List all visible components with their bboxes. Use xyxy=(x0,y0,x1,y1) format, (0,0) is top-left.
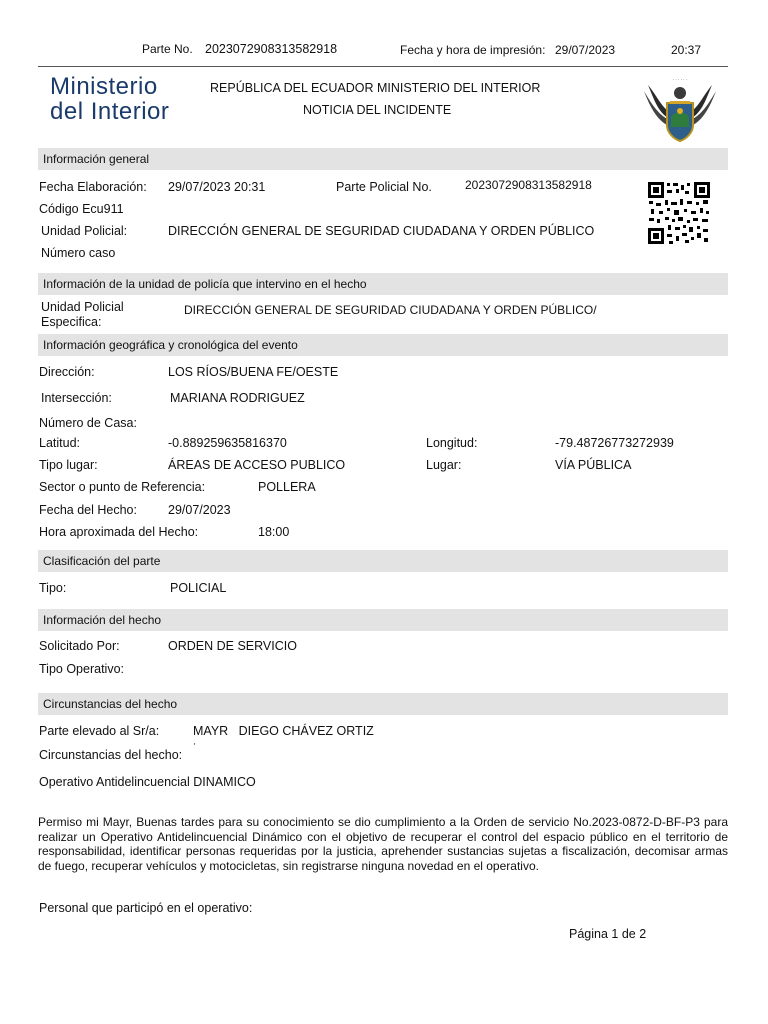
section-clasificacion xyxy=(38,550,728,572)
direccion-value: LOS RÍOS/BUENA FE/OESTE xyxy=(168,365,339,379)
circunstancias-mark: ˙ xyxy=(193,742,198,756)
section-circunstancias xyxy=(38,693,728,715)
tipo-lugar-value: ÁREAS DE ACCESO PUBLICO xyxy=(168,458,346,472)
sector-value: POLLERA xyxy=(258,480,316,494)
print-date: 29/07/2023 xyxy=(555,43,616,57)
print-time: 20:37 xyxy=(671,43,702,57)
numero-casa-label: Número de Casa: xyxy=(39,416,137,430)
lugar-label: Lugar: xyxy=(426,458,462,472)
longitud-label: Longitud: xyxy=(426,436,478,450)
section-unidad-policia xyxy=(38,273,728,295)
personal-label: Personal que participó en el operativo: xyxy=(39,901,253,915)
logo-line-2: del Interior xyxy=(50,98,170,125)
tipo-operativo-label: Tipo Operativo: xyxy=(39,662,124,676)
svg-text:· · · · · ·: · · · · · · xyxy=(673,77,687,82)
section-informacion-general xyxy=(38,148,728,170)
hora-hecho-value: 18:00 xyxy=(258,525,290,539)
parte-elevado-value: MAYR DIEGO CHÁVEZ ORTIZ xyxy=(193,724,374,738)
numero-caso-label: Número caso xyxy=(41,246,116,260)
codigo-ecu911-label: Código Ecu911 xyxy=(39,202,124,216)
solicitado-value: ORDEN DE SERVICIO xyxy=(168,639,297,653)
ministerio-logo xyxy=(50,74,169,124)
section-title: Clasificación del parte xyxy=(43,554,161,568)
fecha-elaboracion-value: 29/07/2023 20:31 xyxy=(168,180,266,194)
document-title: REPÚBLICA DEL ECUADOR MINISTERIO DEL INTERIOR xyxy=(210,81,541,95)
unidad-policial-value: DIRECCIÓN GENERAL DE SEGURIDAD CIUDADANA Y ORDEN PÚBLICO xyxy=(168,224,595,238)
unidad-especifica-label-2: Especifica: xyxy=(41,315,102,329)
logo-line-1: Ministerio xyxy=(50,73,158,100)
lugar-value: VÍA PÚBLICA xyxy=(555,458,632,472)
header-divider xyxy=(38,66,728,67)
interseccion-value: MARIANA RODRIGUEZ xyxy=(170,391,305,405)
longitud-value: -79.48726773272939 xyxy=(555,436,674,450)
unidad-policial-label: Unidad Policial: xyxy=(41,224,128,238)
section-geografica xyxy=(38,334,728,356)
fecha-hecho-value: 29/07/2023 xyxy=(168,503,231,517)
section-title: Información de la unidad de policía que intervino en el hecho xyxy=(43,277,367,291)
interseccion-label: Intersección: xyxy=(41,391,112,405)
parte-label: Parte No. xyxy=(142,42,193,56)
document-subtitle: NOTICIA DEL INCIDENTE xyxy=(303,103,452,117)
section-title: Información general xyxy=(43,152,150,166)
latitud-value: -0.889259635816370 xyxy=(168,436,287,450)
qr-code-icon xyxy=(647,181,711,245)
section-title: Información del hecho xyxy=(43,613,162,627)
police-emblem-icon xyxy=(640,73,720,147)
section-title: Información geográfica y cronológica del evento xyxy=(43,338,298,352)
tipo-label: Tipo: xyxy=(39,581,67,595)
print-label: Fecha y hora de impresión: xyxy=(400,43,546,57)
unidad-especifica-value: DIRECCIÓN GENERAL DE SEGURIDAD CIUDADANA Y ORDEN PÚBLICO/ xyxy=(184,303,597,317)
circunstancias-paragraph: Permiso mi Mayr, Buenas tardes para su conocimiento se dio cumplimiento a la Orden de servicio No.2023-0872-D-BF-P3 para realizar un Operativo Antidelincuencial Dinámico con el objetivo de recuperar el control del espacio público en el territorio de responsabilidad, identificar personas requeridas por la justicia, aprehender sustancias sujetas a fiscalización, decomisar armas de fuego, recuperar vehículos y motocicletas, sin registrarse ninguna novedad en el operativo. xyxy=(38,815,728,873)
unidad-especifica-label-1: Unidad Policial xyxy=(41,300,124,314)
sector-label: Sector o punto de Referencia: xyxy=(39,480,206,494)
fecha-hecho-label: Fecha del Hecho: xyxy=(39,503,137,517)
hora-hecho-label: Hora aproximada del Hecho: xyxy=(39,525,199,539)
circunstancias-label: Circunstancias del hecho: xyxy=(39,748,183,762)
solicitado-label: Solicitado Por: xyxy=(39,639,120,653)
parte-elevado-label: Parte elevado al Sr/a: xyxy=(39,724,160,738)
operativo-title: Operativo Antidelincuencial DINAMICO xyxy=(39,775,256,789)
parte-policial-label: Parte Policial No. xyxy=(336,180,432,194)
tipo-value: POLICIAL xyxy=(170,581,227,595)
direccion-label: Dirección: xyxy=(39,365,95,379)
parte-number: 2023072908313582918 xyxy=(205,42,338,56)
section-title: Circunstancias del hecho xyxy=(43,697,178,711)
parte-policial-value: 2023072908313582918 xyxy=(465,178,592,192)
fecha-elaboracion-label: Fecha Elaboración: xyxy=(39,180,147,194)
page-number: Página 1 de 2 xyxy=(569,927,647,941)
section-informacion-hecho xyxy=(38,609,728,631)
tipo-lugar-label: Tipo lugar: xyxy=(39,458,98,472)
latitud-label: Latitud: xyxy=(39,436,81,450)
